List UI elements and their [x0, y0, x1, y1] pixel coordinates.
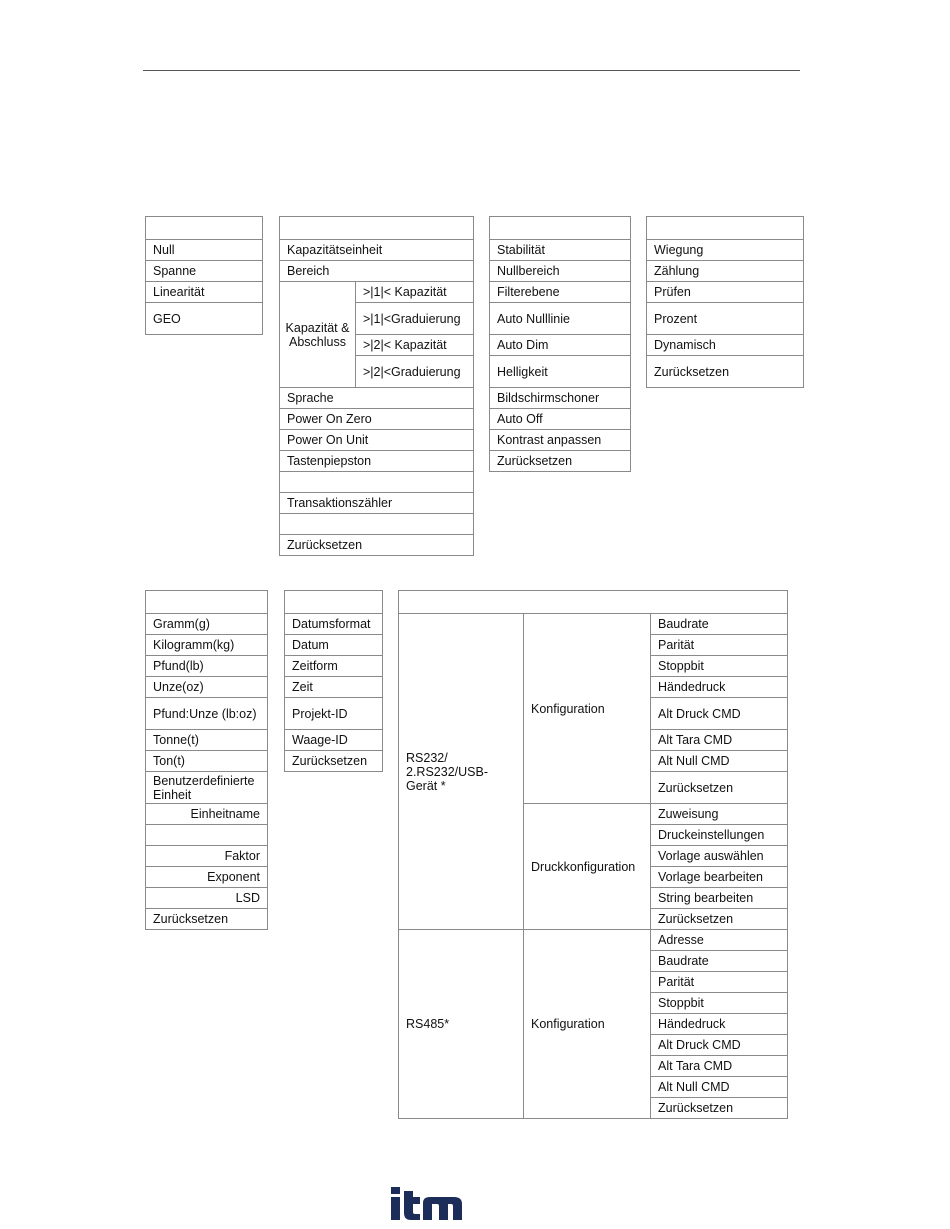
- menu-subitem: >|1|<Graduierung: [356, 303, 474, 335]
- menu-table-communication: [398, 590, 788, 1119]
- menu-item: Auto Off: [490, 409, 631, 430]
- menu-subitem: Vorlage auswählen: [651, 846, 788, 867]
- menu-item: Wiegung: [647, 240, 804, 261]
- menu-item-blank: [280, 472, 474, 493]
- menu-item-geo: GEO: [146, 303, 263, 335]
- menu-item-power-on-unit: Power On Unit: [280, 430, 474, 451]
- menu-subitem: Druckeinstellungen: [651, 825, 788, 846]
- menu-item-einheitname: Einheitname: [146, 804, 268, 825]
- menu-item: Zeit: [285, 677, 383, 698]
- menu-item-blank: [280, 514, 474, 535]
- menu-item-exponent: Exponent: [146, 867, 268, 888]
- menu-item: Benutzerdefinierte Einheit: [146, 772, 268, 804]
- menu-subitem: Zurücksetzen: [651, 1098, 788, 1119]
- menu-table-readout: [489, 216, 631, 472]
- menu-item: Tonne(t): [146, 730, 268, 751]
- menu-subitem: Händedruck: [651, 1014, 788, 1035]
- menu-table-unit: [145, 590, 268, 930]
- menu-item: Unze(oz): [146, 677, 268, 698]
- menu-subitem: >|1|< Kapazität: [356, 282, 474, 303]
- menu-item-transaktionszaehler: Transaktionszähler: [280, 493, 474, 514]
- menu-item: Dynamisch: [647, 335, 804, 356]
- table-header: [490, 217, 631, 240]
- menu-item-blank: [146, 825, 268, 846]
- menu-item: Pfund(lb): [146, 656, 268, 677]
- menu-subitem: Parität: [651, 972, 788, 993]
- menu-subitem: Vorlage bearbeiten: [651, 867, 788, 888]
- menu-item: Bildschirmschoner: [490, 388, 631, 409]
- table-header: [146, 591, 268, 614]
- menu-item: Projekt-ID: [285, 698, 383, 730]
- menu-item: Waage-ID: [285, 730, 383, 751]
- menu-item-bereich: Bereich: [280, 261, 474, 282]
- menu-subitem: Zurücksetzen: [651, 909, 788, 930]
- menu-subitem: >|2|< Kapazität: [356, 335, 474, 356]
- menu-item: Zurücksetzen: [285, 751, 383, 772]
- menu-item: Filterebene: [490, 282, 631, 303]
- menu-subitem: Baudrate: [651, 614, 788, 635]
- menu-subitem: Adresse: [651, 930, 788, 951]
- menu-item: Helligkeit: [490, 356, 631, 388]
- menu-item: Kontrast anpassen: [490, 430, 631, 451]
- menu-item-tastenpiepston: Tastenpiepston: [280, 451, 474, 472]
- menu-item-konfiguration: Konfiguration: [524, 930, 651, 1119]
- menu-item: Prozent: [647, 303, 804, 335]
- menu-subitem: Alt Tara CMD: [651, 1056, 788, 1077]
- menu-subitem: >|2|<Graduierung: [356, 356, 474, 388]
- menu-subitem: Alt Druck CMD: [651, 1035, 788, 1056]
- menu-subitem: Alt Tara CMD: [651, 730, 788, 751]
- table-header: [647, 217, 804, 240]
- menu-subitem: Alt Null CMD: [651, 751, 788, 772]
- menu-item: Ton(t): [146, 751, 268, 772]
- menu-subitem: Händedruck: [651, 677, 788, 698]
- menu-item-konfiguration: Konfiguration: [524, 614, 651, 804]
- menu-table-setup: [279, 216, 474, 556]
- menu-item-power-on-zero: Power On Zero: [280, 409, 474, 430]
- menu-item-sprache: Sprache: [280, 388, 474, 409]
- menu-subitem: Stoppbit: [651, 656, 788, 677]
- menu-item-null: Null: [146, 240, 263, 261]
- table-header: [285, 591, 383, 614]
- menu-table-calibration: [145, 216, 263, 335]
- menu-item: Zurücksetzen: [490, 451, 631, 472]
- menu-item-druckkonfiguration: Druckkonfiguration: [524, 804, 651, 930]
- menu-item: Prüfen: [647, 282, 804, 303]
- menu-subitem: Alt Null CMD: [651, 1077, 788, 1098]
- menu-item-linearitaet: Linearität: [146, 282, 263, 303]
- menu-item-rs232: RS232/ 2.RS232/USB-Gerät *: [399, 614, 524, 930]
- menu-item-rs485: RS485*: [399, 930, 524, 1119]
- menu-item: Datumsformat: [285, 614, 383, 635]
- menu-item-faktor: Faktor: [146, 846, 268, 867]
- menu-item: Stabilität: [490, 240, 631, 261]
- menu-subitem: String bearbeiten: [651, 888, 788, 909]
- menu-item-kapazitaetseinheit: Kapazitätseinheit: [280, 240, 474, 261]
- table-header: [280, 217, 474, 240]
- menu-item: Gramm(g): [146, 614, 268, 635]
- menu-item-kapazitaet-abschluss: Kapazität & Abschluss: [280, 282, 356, 388]
- menu-subitem: Zuweisung: [651, 804, 788, 825]
- menu-item: Zeitform: [285, 656, 383, 677]
- menu-subitem: Alt Druck CMD: [651, 698, 788, 730]
- menu-item: Zählung: [647, 261, 804, 282]
- menu-item: Auto Dim: [490, 335, 631, 356]
- menu-item: Nullbereich: [490, 261, 631, 282]
- menu-item-lsd: LSD: [146, 888, 268, 909]
- menu-subitem: Stoppbit: [651, 993, 788, 1014]
- menu-item-zuruecksetzen: Zurücksetzen: [146, 909, 268, 930]
- menu-table-mode: [646, 216, 804, 388]
- menu-item-zuruecksetzen: Zurücksetzen: [280, 535, 474, 556]
- menu-item: Auto Nulllinie: [490, 303, 631, 335]
- table-header: [399, 591, 788, 614]
- itm-logo-icon: [390, 1187, 464, 1221]
- menu-item: Datum: [285, 635, 383, 656]
- menu-item: Kilogramm(kg): [146, 635, 268, 656]
- menu-item: Zurücksetzen: [647, 356, 804, 388]
- header-rule: [143, 70, 800, 71]
- menu-item-spanne: Spanne: [146, 261, 263, 282]
- menu-subitem: Parität: [651, 635, 788, 656]
- menu-subitem: Baudrate: [651, 951, 788, 972]
- menu-subitem: Zurücksetzen: [651, 772, 788, 804]
- table-header: [146, 217, 263, 240]
- menu-item: Pfund:Unze (lb:oz): [146, 698, 268, 730]
- menu-table-datetime: [284, 590, 383, 772]
